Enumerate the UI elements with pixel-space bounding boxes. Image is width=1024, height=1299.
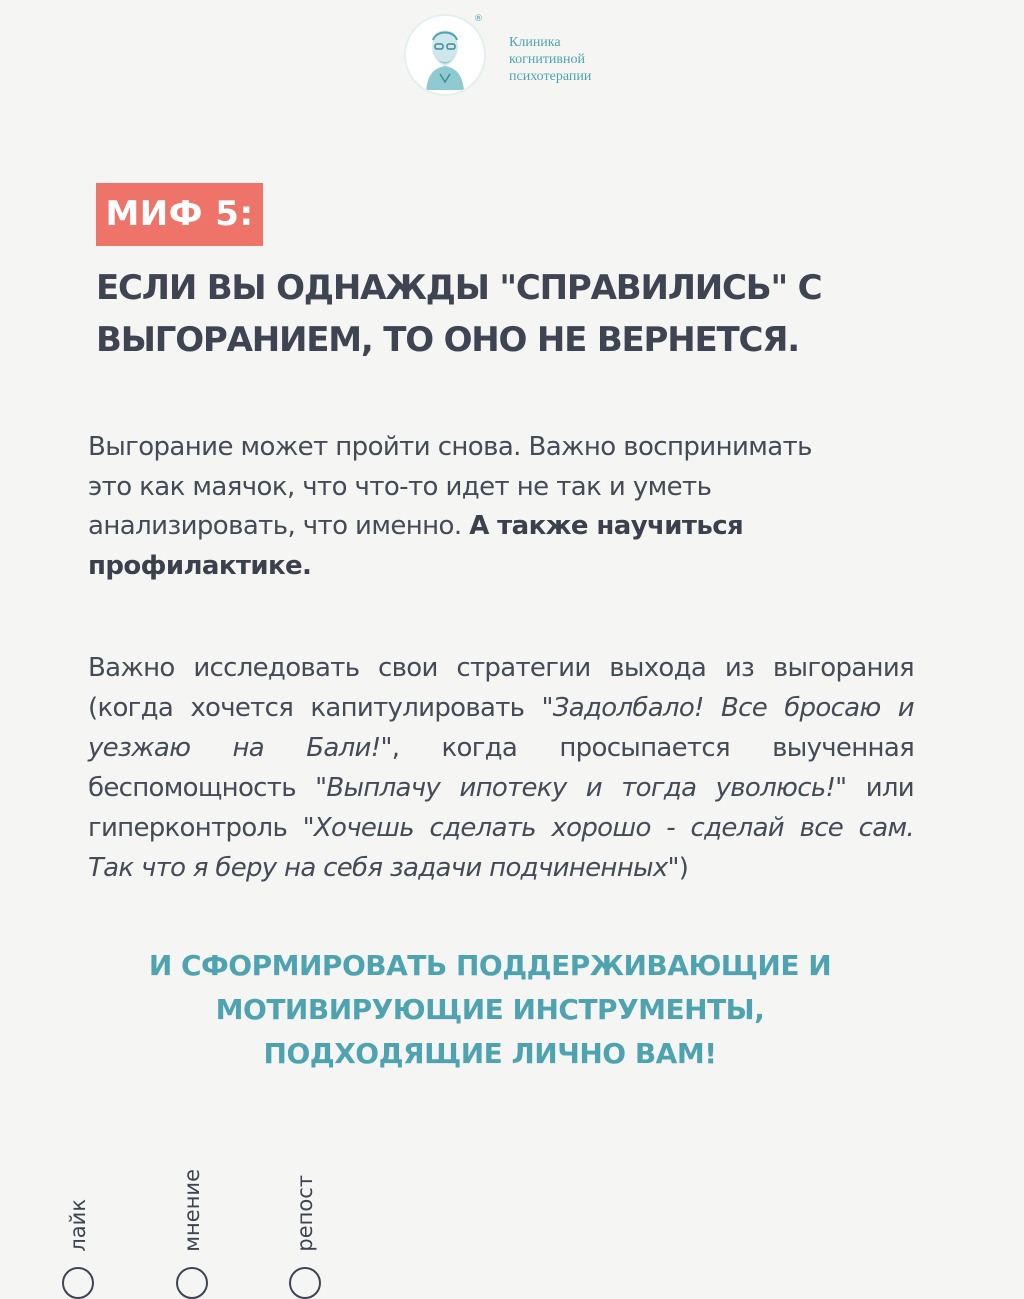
paragraph-text: ", когда просыпается выученная <box>380 733 915 763</box>
psychologist-portrait-icon <box>404 14 486 96</box>
paragraph-line <box>88 688 914 728</box>
paragraph-line <box>88 768 914 808</box>
paragraph-bold-text: профилактике. <box>88 550 312 581</box>
paragraph-explanation <box>88 428 918 586</box>
clinic-name-line: психотерапии <box>509 69 592 84</box>
myth-headline <box>96 262 926 366</box>
paragraph-quote: уезжаю на Бали! <box>88 733 381 763</box>
opinion-label: мнение <box>180 1169 204 1252</box>
repost-action[interactable] <box>287 1150 327 1280</box>
call-to-action <box>90 944 890 1076</box>
paragraph-text: (когда хочется капитулировать " <box>88 693 553 723</box>
paragraph-line <box>88 728 914 768</box>
like-label: лайк <box>66 1199 90 1252</box>
cta-line: ПОДХОДЯЩИЕ ЛИЧНО ВАМ! <box>263 1037 717 1070</box>
circle-icon <box>62 1267 94 1299</box>
cta-line: МОТИВИРУЮЩИЕ ИНСТРУМЕНТЫ, <box>215 993 765 1026</box>
paragraph-text: анализировать, что именно. <box>88 511 470 541</box>
paragraph-quote: Задолбало! Все бросаю и <box>552 693 914 723</box>
clinic-name-line: Клиника <box>509 35 561 50</box>
paragraph-text: беспомощность " <box>88 773 327 803</box>
opinion-action[interactable] <box>174 1150 214 1280</box>
paragraph-quote: Выплачу ипотеку и тогда уволюсь! <box>326 773 836 803</box>
paragraph-line: Важно исследовать свои стратегии выхода из выгорания <box>88 653 914 683</box>
paragraph-quote: Так что я беру на себя задачи подчиненных <box>88 853 668 883</box>
paragraph-text: " или <box>835 773 915 803</box>
repost-label: репост <box>293 1175 317 1252</box>
clinic-name-line: когнитивной <box>509 52 586 67</box>
registered-mark: ® <box>474 14 483 24</box>
paragraph-line: это как маячок, что что-то идет не так и уметь <box>88 471 712 502</box>
headline-line: ВЫГОРАНИЕМ, ТО ОНО НЕ ВЕРНЕТСЯ. <box>96 320 799 360</box>
paragraph-line: Выгорание может пройти снова. Важно воспринимать <box>88 432 812 462</box>
cta-line: И СФОРМИРОВАТЬ ПОДДЕРЖИВАЮЩИЕ И <box>148 949 832 982</box>
paragraph-text: ") <box>667 853 689 883</box>
circle-icon <box>289 1267 321 1299</box>
paragraph-line <box>88 808 914 848</box>
paragraph-text: гиперконтроль " <box>88 813 314 843</box>
like-action[interactable] <box>60 1150 100 1280</box>
paragraph-line <box>88 507 918 547</box>
paragraph-line <box>88 848 914 888</box>
paragraph-line <box>88 547 918 587</box>
clinic-logo <box>404 14 486 96</box>
paragraph-strategies <box>88 648 914 888</box>
circle-icon <box>176 1267 208 1299</box>
paragraph-bold-text: А также научиться <box>469 511 744 541</box>
headline-line: ЕСЛИ ВЫ ОДНАЖДЫ "СПРАВИЛИСЬ" С <box>96 268 822 308</box>
paragraph-quote: Хочешь сделать хорошо - сделай все сам. <box>313 813 914 843</box>
clinic-name <box>509 34 591 85</box>
myth-badge: МИФ 5: <box>96 183 263 246</box>
